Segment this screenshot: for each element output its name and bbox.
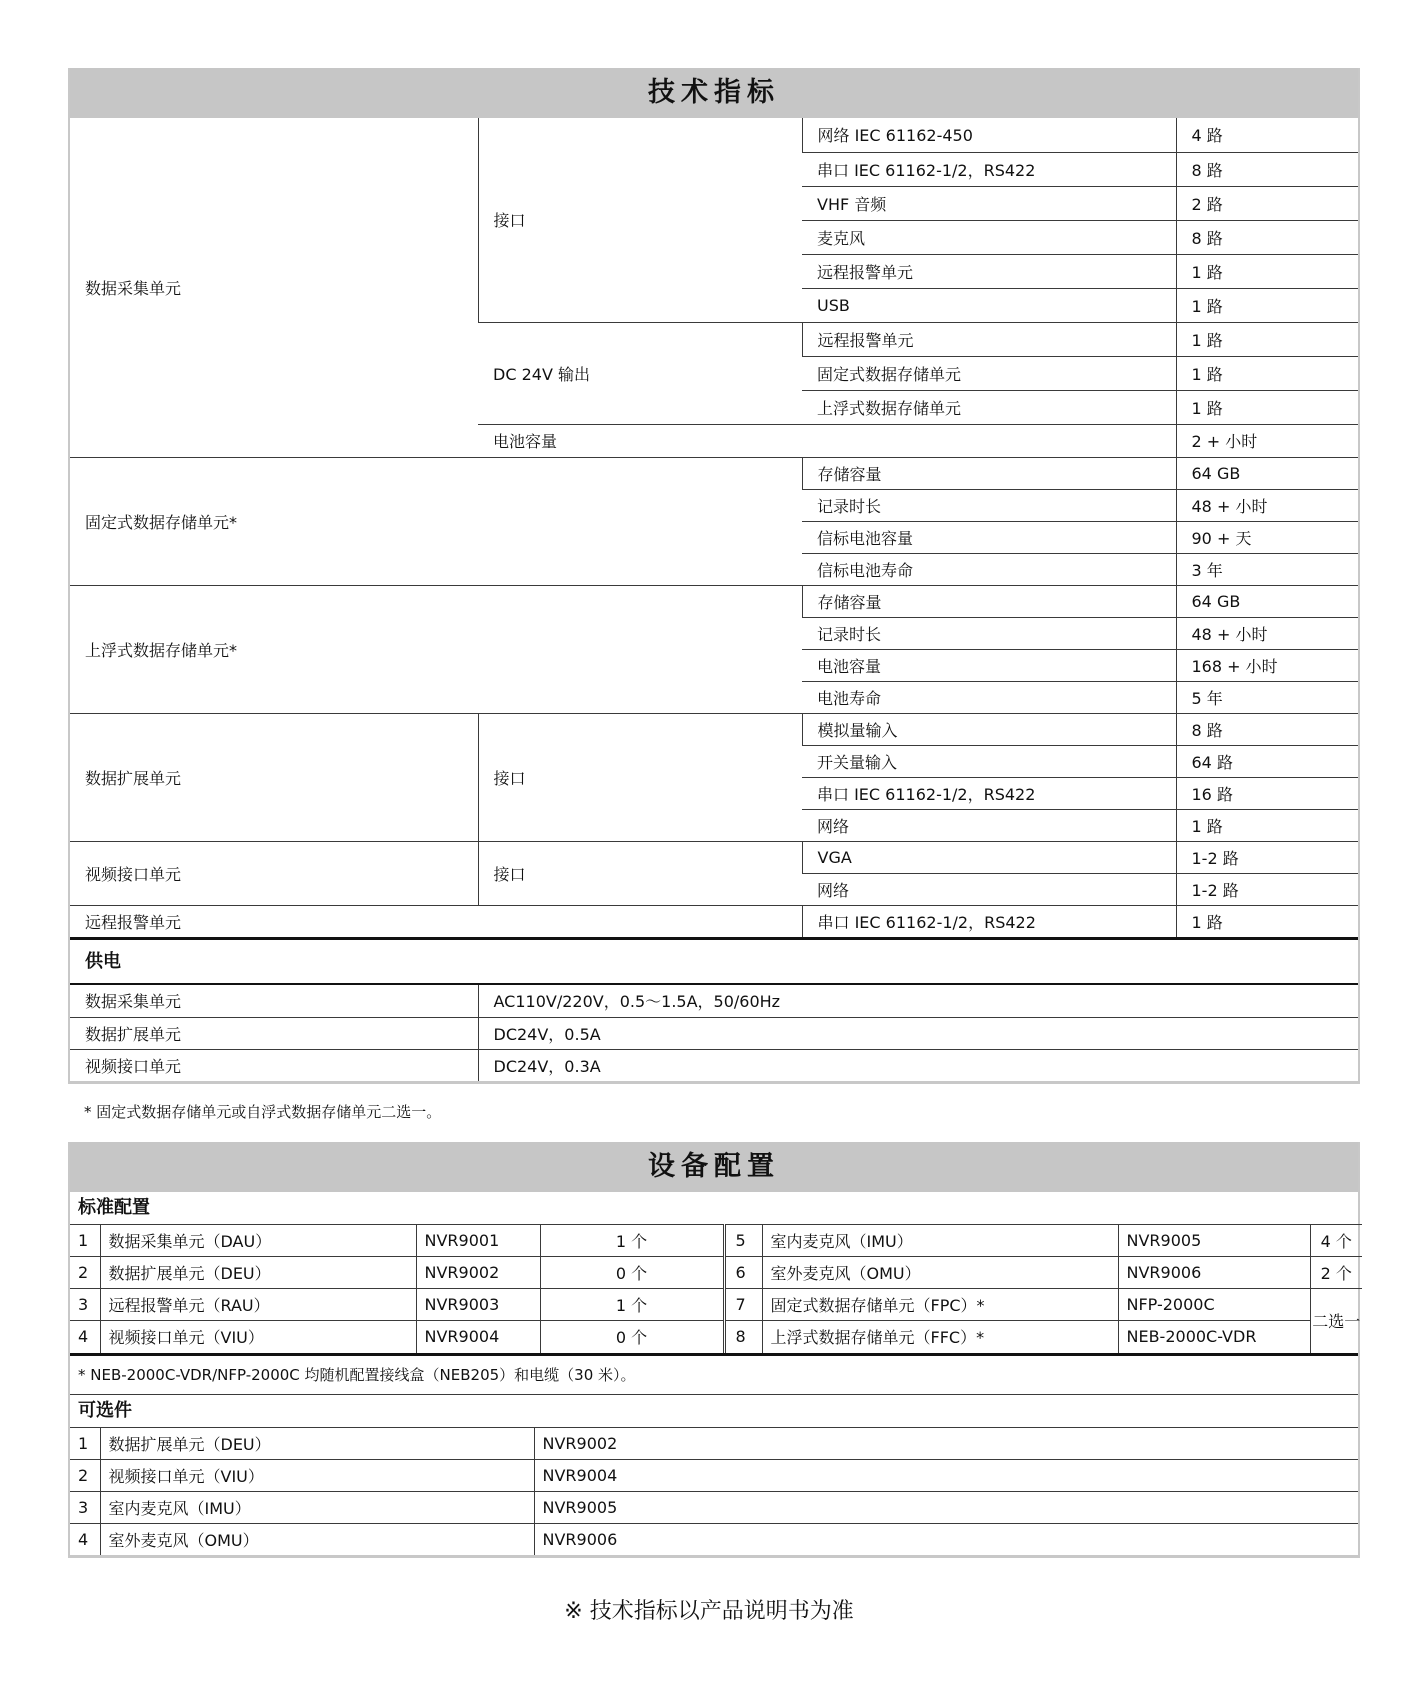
config-model: NVR9005 — [1118, 1225, 1310, 1257]
power-unit: 数据扩展单元 — [70, 1017, 478, 1049]
config-qty: 1 个 — [540, 1289, 724, 1321]
spec-value: 1 路 — [1176, 254, 1358, 288]
spec-value: 8 路 — [1176, 220, 1358, 254]
config-no: 5 — [724, 1225, 762, 1257]
spec-item: 麦克风 — [802, 220, 1176, 254]
config-no: 4 — [70, 1321, 100, 1353]
config-no: 3 — [70, 1491, 100, 1523]
spec-item: 记录时长 — [802, 617, 1176, 649]
spec-item: 串口 IEC 61162-1/2，RS422 — [802, 777, 1176, 809]
power-unit: 视频接口单元 — [85, 1056, 182, 1076]
config-qty: 1 个 — [540, 1225, 724, 1257]
config-title: 设备配置 — [70, 1142, 1358, 1192]
spec-value: 3 年 — [1176, 553, 1358, 585]
dau-interface-label: 接口 — [478, 118, 802, 322]
spec-value: 8 路 — [1176, 713, 1358, 745]
power-table — [70, 985, 1358, 1081]
viu-interface-label: 接口 — [478, 841, 802, 905]
spec-value: 168 + 小时 — [1176, 649, 1358, 681]
spec-item: 远程报警单元 — [802, 322, 1176, 356]
spec-item: 上浮式数据存储单元 — [802, 390, 1176, 424]
power-value: DC24V，0.3A — [478, 1049, 1358, 1081]
config-model: NVR9001 — [416, 1225, 540, 1257]
spec-value: 1 路 — [1176, 322, 1358, 356]
config-no: 2 — [70, 1257, 100, 1289]
spec-item: 串口 IEC 61162-1/2，RS422 — [802, 152, 1176, 186]
spec-table — [70, 118, 1358, 937]
spec-item: USB — [802, 288, 1176, 322]
dau-name: 数据采集单元 — [85, 278, 182, 298]
power-section-title: 供电 — [70, 937, 1358, 985]
spec-item: 存储容量 — [802, 585, 1176, 617]
config-model: NFP-2000C — [1118, 1289, 1310, 1321]
spec-item: 电池寿命 — [802, 681, 1176, 713]
config-no: 7 — [724, 1289, 762, 1321]
spec-item: 模拟量输入 — [802, 713, 1176, 745]
config-name: 固定式数据存储单元（FPC）* — [762, 1289, 1118, 1321]
config-model: NVR9003 — [416, 1289, 540, 1321]
spec-value: 1 路 — [1176, 390, 1358, 424]
config-no: 4 — [70, 1523, 100, 1555]
deu-interface-label: 接口 — [478, 713, 802, 841]
fixed-storage-name: 固定式数据存储单元* — [70, 457, 802, 585]
spec-value: 5 年 — [1176, 681, 1358, 713]
spec-value: 48 + 小时 — [1176, 617, 1358, 649]
spec-item: VHF 音频 — [802, 186, 1176, 220]
spec-value: 90 + 天 — [1176, 521, 1358, 553]
spec-value: 1-2 路 — [1176, 873, 1358, 905]
spec-item: VGA — [802, 841, 1176, 873]
spec-title: 技术指标 — [70, 68, 1358, 118]
power-value: AC110V/220V，0.5～1.5A，50/60Hz — [478, 985, 1358, 1017]
config-qty: 0 个 — [540, 1321, 724, 1353]
dau-battery-value: 2 + 小时 — [1176, 424, 1358, 457]
spec-item: 网络 — [802, 873, 1176, 905]
power-value: DC24V，0.5A — [478, 1017, 1358, 1049]
spec-value: 64 GB — [1176, 457, 1358, 489]
config-name: 室内麦克风（IMU） — [762, 1225, 1118, 1257]
spec-value: 1 路 — [1176, 809, 1358, 841]
config-model: NVR9004 — [416, 1321, 540, 1353]
deu-name: 数据扩展单元 — [70, 713, 478, 841]
config-name: 上浮式数据存储单元（FFC）* — [762, 1321, 1118, 1353]
spec-item: 固定式数据存储单元 — [802, 356, 1176, 390]
spec-item: 开关量输入 — [802, 745, 1176, 777]
spec-value: 8 路 — [1176, 152, 1358, 186]
choose-one-label: 二选一 — [1310, 1289, 1362, 1353]
dau-battery-label: 电池容量 — [478, 424, 1176, 457]
spec-value: 1 路 — [1176, 288, 1358, 322]
config-model: NVR9006 — [1118, 1257, 1310, 1289]
optional-config-title: 可选件 — [78, 1399, 132, 1421]
config-no: 3 — [70, 1289, 100, 1321]
spec-item: 网络 — [802, 809, 1176, 841]
power-unit: 数据采集单元 — [70, 985, 478, 1017]
config-panel — [68, 1142, 1360, 1558]
config-name: 室外麦克风（OMU） — [762, 1257, 1118, 1289]
config-model: NVR9002 — [534, 1427, 1358, 1459]
config-name: 数据扩展单元（DEU） — [100, 1257, 416, 1289]
config-name: 数据扩展单元（DEU） — [100, 1427, 534, 1459]
config-model: NVR9005 — [534, 1491, 1358, 1523]
config-name: 数据采集单元（DAU） — [100, 1225, 416, 1257]
spec-panel — [68, 68, 1360, 1084]
config-model: NVR9002 — [416, 1257, 540, 1289]
standard-config-table — [70, 1224, 1362, 1353]
config-name: 视频接口单元（VIU） — [100, 1321, 416, 1353]
spec-item: 信标电池容量 — [802, 521, 1176, 553]
config-name: 室内麦克风（IMU） — [100, 1491, 534, 1523]
standard-config-title: 标准配置 — [78, 1197, 150, 1218]
spec-value: 16 路 — [1176, 777, 1358, 809]
spec-item: 存储容量 — [802, 457, 1176, 489]
spec-item: 信标电池寿命 — [802, 553, 1176, 585]
config-no: 2 — [70, 1459, 100, 1491]
config-no: 8 — [724, 1321, 762, 1353]
spec-item: 串口 IEC 61162-1/2，RS422 — [802, 905, 1176, 937]
config-qty: 2 个 — [1310, 1257, 1362, 1289]
spec-item: 远程报警单元 — [802, 254, 1176, 288]
viu-name: 视频接口单元 — [70, 841, 478, 905]
rau-name: 远程报警单元 — [70, 905, 802, 937]
spec-item: 记录时长 — [802, 489, 1176, 521]
optional-config-table — [70, 1427, 1358, 1556]
config-name: 远程报警单元（RAU） — [100, 1289, 416, 1321]
config-qty: 4 个 — [1310, 1225, 1362, 1257]
spec-value: 1 路 — [1176, 905, 1358, 937]
config-name: 视频接口单元（VIU） — [100, 1459, 534, 1491]
config-note: * NEB-2000C-VDR/NFP-2000C 均随机配置接线盒（NEB205）和电缆（30 米）。 — [70, 1353, 1358, 1395]
config-name: 室外麦克风（OMU） — [100, 1523, 534, 1555]
spec-value: 1 路 — [1176, 356, 1358, 390]
spec-value: 1-2 路 — [1176, 841, 1358, 873]
config-no: 1 — [70, 1225, 100, 1257]
config-model: NEB-2000C-VDR — [1118, 1321, 1310, 1353]
dau-dc-label: DC 24V 输出 — [478, 322, 802, 424]
spec-value: 48 + 小时 — [1176, 489, 1358, 521]
config-model: NVR9006 — [534, 1523, 1358, 1555]
config-qty: 0 个 — [540, 1257, 724, 1289]
config-no: 6 — [724, 1257, 762, 1289]
spec-footnote: * 固定式数据存储单元或自浮式数据存储单元二选一。 — [84, 1103, 442, 1121]
config-model: NVR9004 — [534, 1459, 1358, 1491]
spec-item: 电池容量 — [802, 649, 1176, 681]
spec-value: 64 路 — [1176, 745, 1358, 777]
spec-item: 网络 IEC 61162-450 — [802, 118, 1176, 152]
spec-value: 4 路 — [1176, 118, 1358, 152]
config-no: 1 — [70, 1427, 100, 1459]
float-storage-name: 上浮式数据存储单元* — [70, 585, 802, 713]
spec-value: 64 GB — [1176, 585, 1358, 617]
bottom-note: ※ 技术指标以产品说明书为准 — [564, 1599, 854, 1624]
spec-value: 2 路 — [1176, 186, 1358, 220]
